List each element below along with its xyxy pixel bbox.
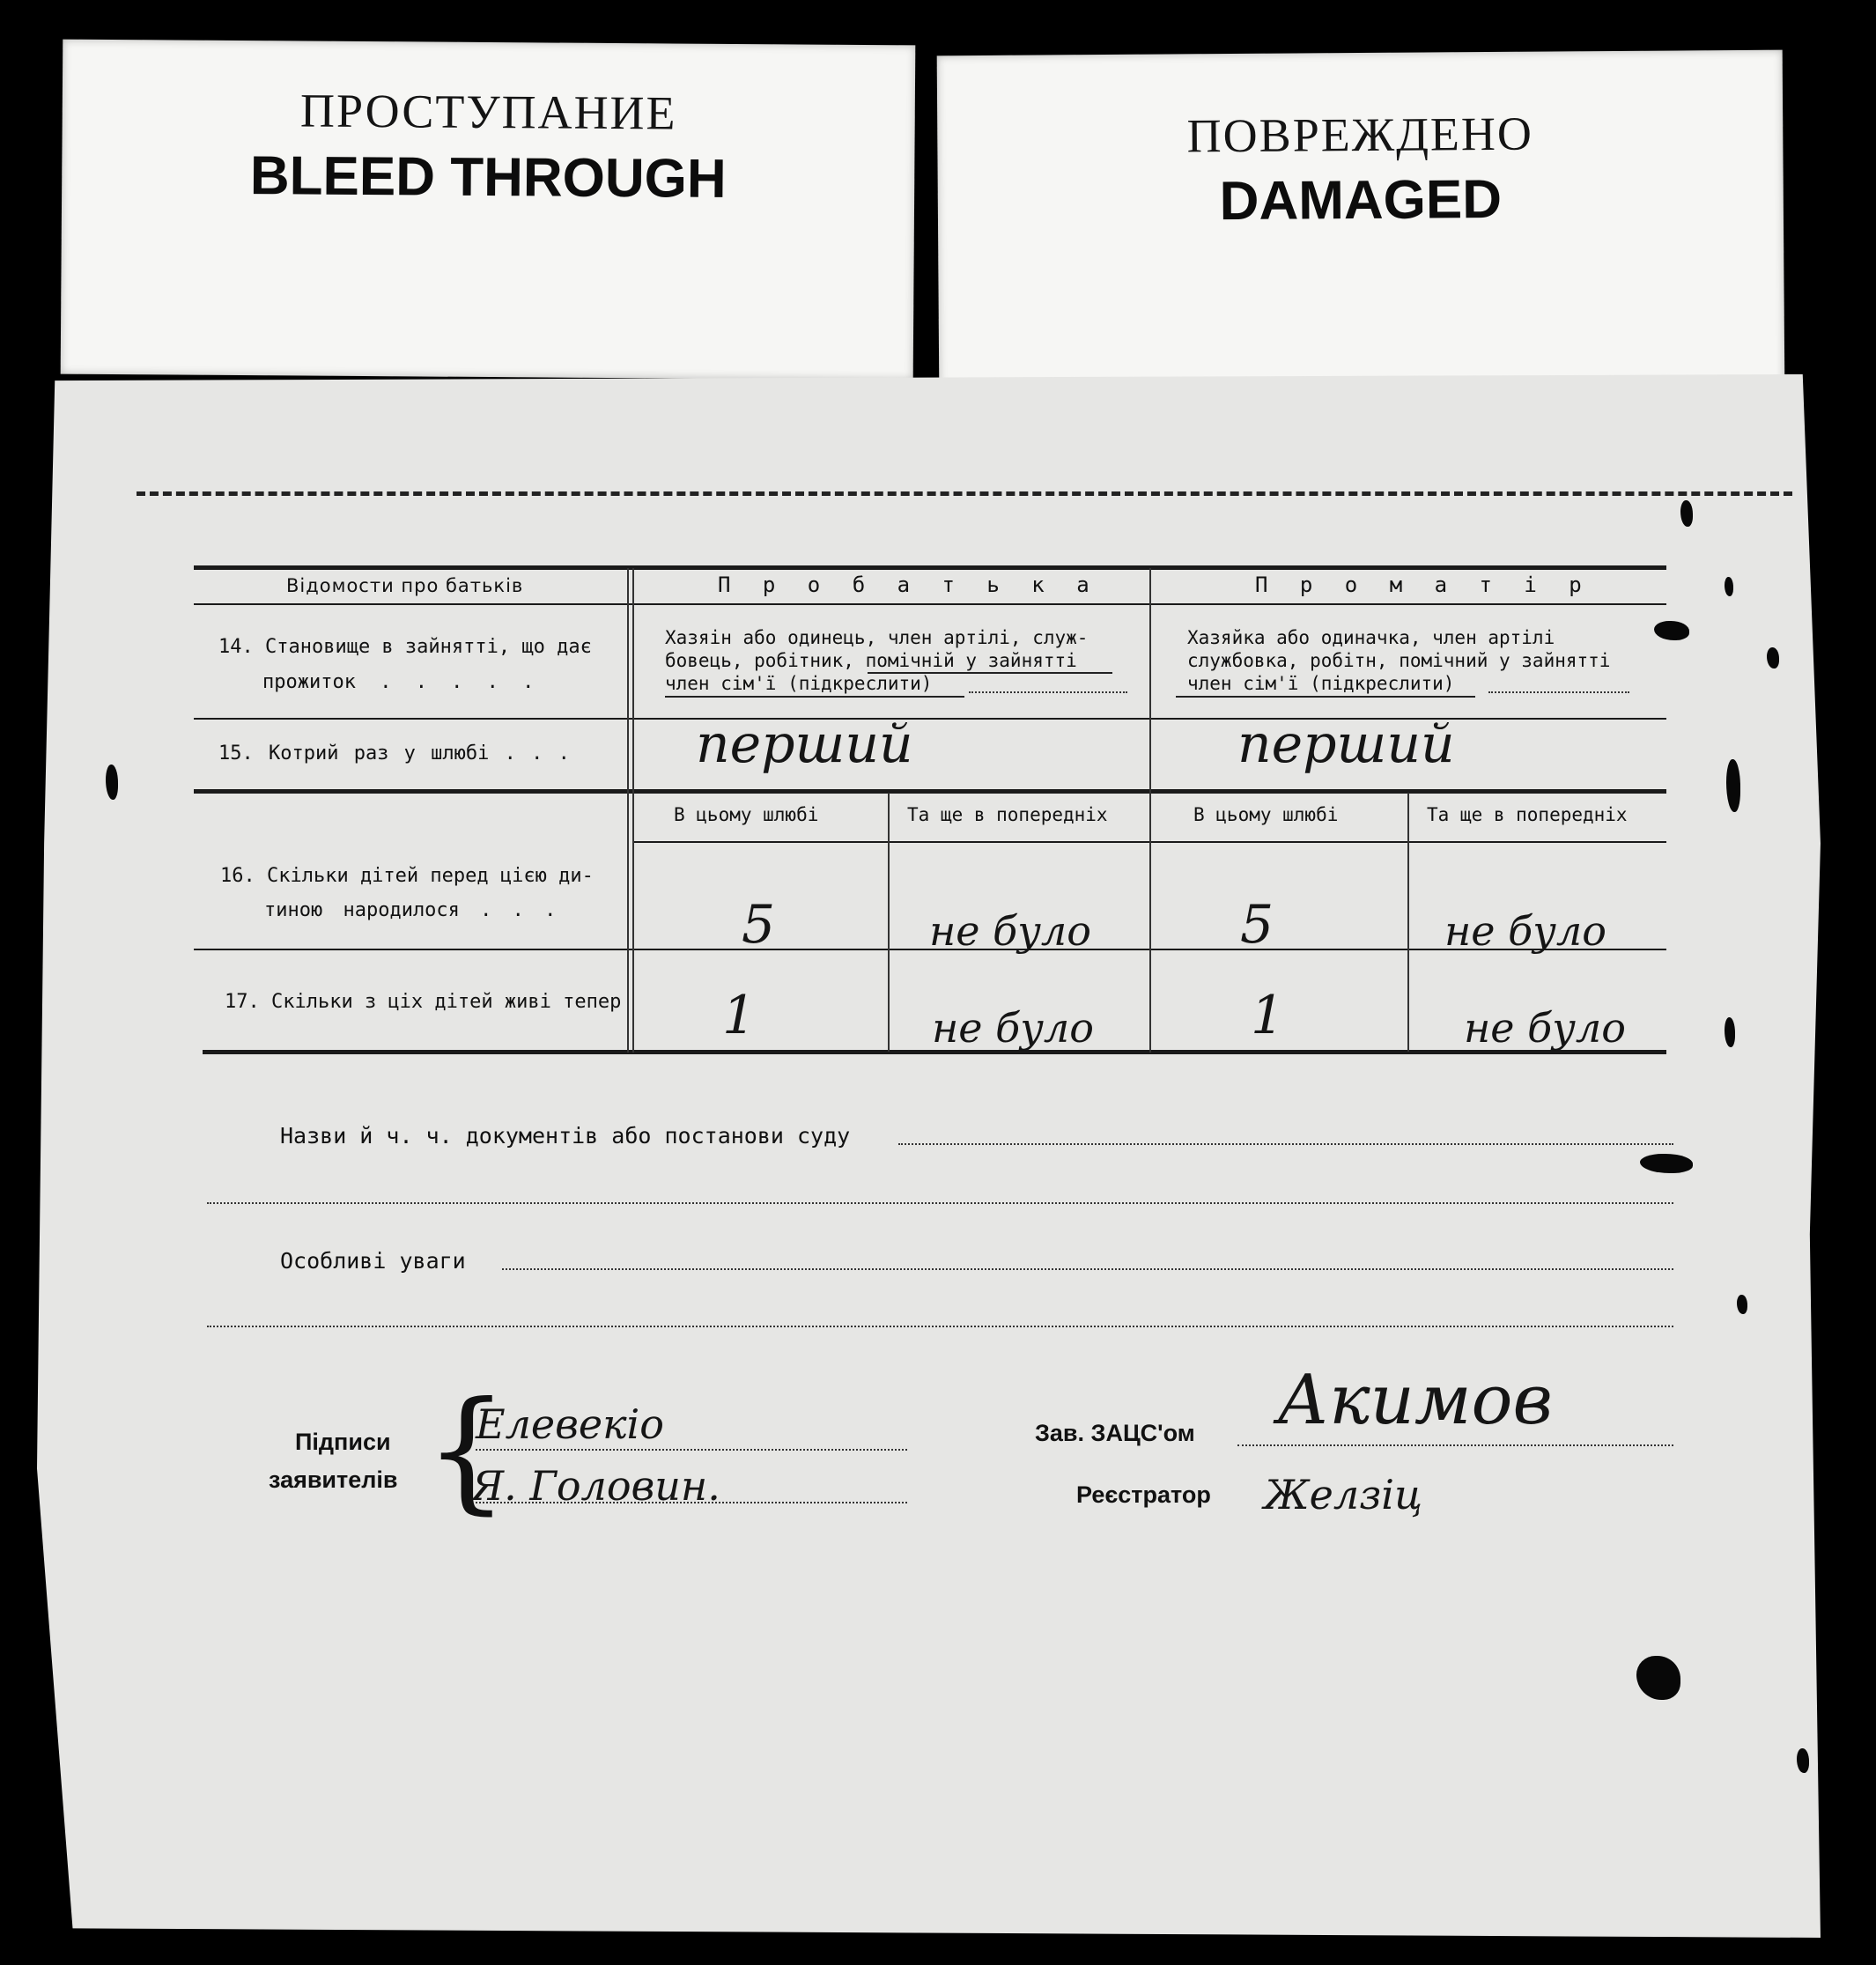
mother-previous-header: Та ще в попередніх xyxy=(1427,804,1628,825)
row16-label-line2: тиною народилося . . . xyxy=(264,899,557,921)
father-this-marriage-header: В цьому шлюбі xyxy=(674,804,819,825)
row14-father-dots xyxy=(969,691,1127,693)
row16-mother-prev: не було xyxy=(1444,907,1606,955)
row15-rule xyxy=(194,789,1666,794)
applicant2-signature: Я. Головин. xyxy=(471,1462,720,1510)
table-top-rule xyxy=(194,565,1666,570)
table-header-rule xyxy=(194,603,1666,605)
row14-father-line2: бовець, робітник, помічній у зайнятті xyxy=(665,650,1077,671)
applicant2-line xyxy=(476,1502,907,1503)
row17-father-prev: не було xyxy=(932,1004,1094,1052)
col-divider-1 xyxy=(627,568,629,1053)
notes-label: Особливі уваги xyxy=(280,1248,466,1274)
row14-father-underline2 xyxy=(665,696,964,698)
row14-label-line1: 14. Становище в зайнятті, що дає xyxy=(218,636,592,658)
row14-mother-line3: член сім'ї (підкреслити) xyxy=(1187,673,1455,694)
damage-mark xyxy=(1797,1748,1809,1773)
row14-father-line3: член сім'ї (підкреслити) xyxy=(665,673,933,694)
row14-father-line1: Хазяін або одинець, член артілі, служ- xyxy=(665,627,1089,648)
applicant1-line xyxy=(476,1449,907,1451)
card-right-english: DAMAGED xyxy=(1219,168,1503,233)
row17-mother-this: 1 xyxy=(1251,985,1285,1046)
col-divider-1b xyxy=(632,568,634,1053)
col-divider-2 xyxy=(1149,568,1151,1053)
applicant1-signature: Елевекіо xyxy=(476,1400,664,1448)
damage-mark xyxy=(1726,759,1740,812)
mother-this-marriage-header: В цьому шлюбі xyxy=(1193,804,1339,825)
mother-header: П р о м а т і р xyxy=(1255,573,1584,597)
damaged-card xyxy=(937,50,1785,395)
head-line xyxy=(1237,1444,1673,1446)
row16-label-line1: 16. Скільки дітей перед цією ди- xyxy=(220,865,594,887)
row14-label-line2: прожиток . . . . . xyxy=(262,671,535,693)
applicants-label-line1: Підписи xyxy=(295,1429,391,1455)
parents-info-header: Відомости про батьків xyxy=(286,575,524,596)
row16-mother-this: 5 xyxy=(1240,894,1274,956)
damage-mark xyxy=(1680,500,1693,527)
father-previous-header: Та ще в попередніх xyxy=(907,804,1108,825)
card-left-russian: ПРОСТУПАНИЕ xyxy=(299,84,677,140)
row14-mother-underline xyxy=(1176,696,1475,698)
row17-mother-prev: не було xyxy=(1464,1004,1626,1052)
father-header: П р о б а т ь к а xyxy=(718,573,1091,597)
card-right-russian: ПОВРЕЖДЕНО xyxy=(1186,107,1534,163)
row14-mother-line2: службовка, робітн, помічний у зайнятті xyxy=(1187,650,1611,671)
damage-mark xyxy=(1725,577,1733,596)
card-left-english: BLEED THROUGH xyxy=(249,145,727,210)
damage-mark xyxy=(1737,1295,1747,1314)
col-divider-3 xyxy=(888,793,890,1052)
documents-label: Назви й ч. ч. документів або постанови суду xyxy=(280,1123,851,1149)
bleed-through-card xyxy=(61,40,916,380)
row14-father-underline xyxy=(868,672,1112,674)
document-sheet xyxy=(37,374,1821,1938)
perforation-line xyxy=(137,491,1792,496)
row15-father-value: перший xyxy=(696,713,913,775)
applicants-brace: { xyxy=(425,1374,509,1527)
row14-mother-dots xyxy=(1488,691,1629,693)
notes-line-2 xyxy=(207,1326,1673,1327)
notes-line-1 xyxy=(502,1268,1673,1270)
head-label: Зав. ЗАЦС'ом xyxy=(1035,1420,1195,1446)
documents-line-2 xyxy=(207,1202,1673,1204)
col-divider-4 xyxy=(1407,793,1409,1052)
damage-mark xyxy=(106,765,118,800)
registrar-label: Реєстратор xyxy=(1076,1481,1211,1508)
row16-father-prev: не було xyxy=(929,907,1091,955)
row16-father-this: 5 xyxy=(742,894,776,956)
row17-label: 17. Скільки з ціх дітей живі тепер xyxy=(225,991,622,1013)
registrar-signature: Желзіц xyxy=(1264,1471,1423,1518)
documents-line-1 xyxy=(898,1143,1673,1145)
row17-father-this: 1 xyxy=(722,985,757,1046)
row14-mother-line1: Хазяйка або одиначка, член артілі xyxy=(1187,627,1555,648)
damage-mark xyxy=(1725,1017,1735,1047)
row15-mother-value: перший xyxy=(1237,713,1455,775)
head-signature: Акимов xyxy=(1277,1361,1553,1440)
damage-mark xyxy=(1767,647,1779,669)
applicants-label-line2: заявителів xyxy=(269,1466,398,1493)
row15-label: 15. Котрий раз у шлюбі . . . xyxy=(218,742,570,765)
